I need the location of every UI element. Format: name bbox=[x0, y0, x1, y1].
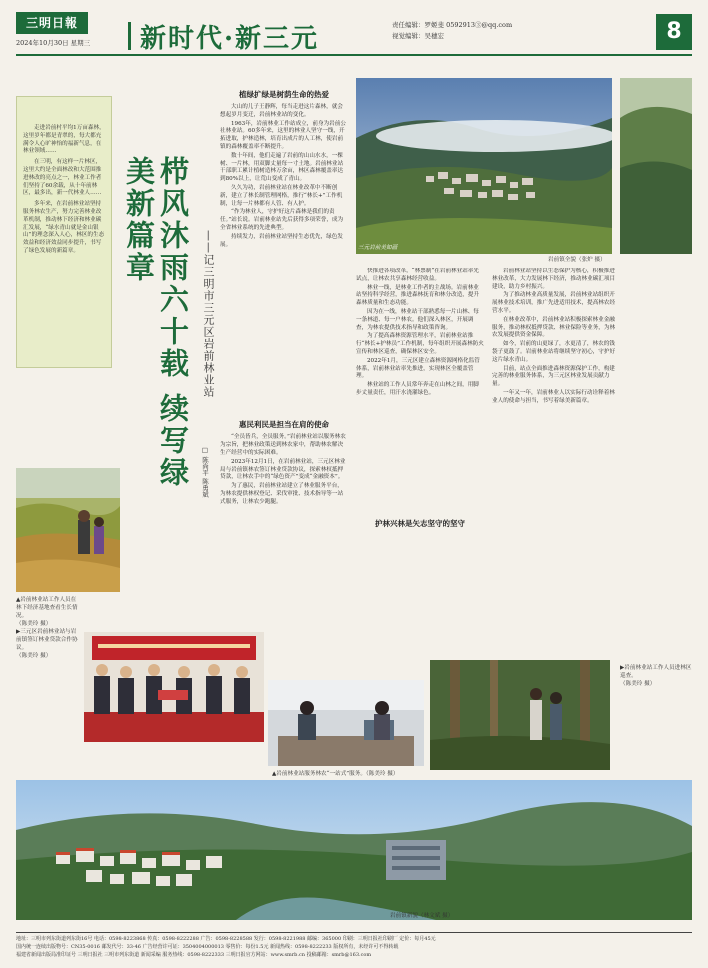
photo-forest-patrol bbox=[430, 660, 610, 770]
section-divider bbox=[128, 22, 131, 50]
paragraph: 为了惠民，岩前林业站建立了林业服务平台，为林农提供林权登记、采伐审批、技术指导等一站式服务，让林农少跑腿。 bbox=[220, 483, 344, 505]
section-title: 新时代·新三元 bbox=[140, 24, 320, 54]
paragraph: 为了提高森林资源管理水平，岩前林业站推行“林长+护林员”工作机制，每年组织开展森林防火宣传和林区巡查，确保林区安全。 bbox=[356, 333, 484, 355]
headline-subtitle: ——记三明市三元区岩前林业站 bbox=[202, 230, 215, 398]
caption-aerial: 岩前镇全貌（张炉 摄） bbox=[548, 257, 606, 263]
paragraph: 1963年，岩前林业工作站成立，前身为岩前公社林业站。60多年来，这里的林业人坚守一线，开拓进取，护林造林，培育出成片的人工林，使岩前镇的森林覆盖率不断提升。 bbox=[220, 120, 346, 150]
paragraph: 目前，站点全面推进森林资源保护工作，构建完善的林业服务体系，为三元区林业发展贡献力量。 bbox=[492, 365, 615, 388]
dateline: 2024年10月30日 星期三 bbox=[16, 39, 91, 47]
photo-village-panorama bbox=[16, 780, 692, 920]
paragraph: 为了推动林业高质量发展，岩前林业站组织开展林业技术培训，推广先进适用技术，提高林农经营水平。 bbox=[492, 292, 616, 314]
paragraph: 一年又一年，岩前林业人以实际行动诠释着林业人的使命与担当，书写着绿美新篇章。 bbox=[492, 389, 615, 404]
editor-line: 责任编辑：罗姬斐 0592913③@qq.com bbox=[392, 21, 513, 29]
paragraph: 久久为功，岩前林业站在林业改革中不断创新，建立了林长制管理网格，推行“林长+”工作机制，让每一片林都有人管、有人护。 bbox=[220, 184, 343, 207]
lead-box bbox=[16, 96, 112, 368]
photo-signing-ceremony bbox=[84, 632, 264, 742]
paragraph: 林业一线，是林业工作者的主战场。岩前林业站坚持科学经营，推进森林抚育和林分改造，提升森林质量和生态功能。 bbox=[356, 284, 480, 307]
section-heading-2: 惠民利民是担当在肩的使命 bbox=[239, 420, 329, 430]
photo-landscape-strip bbox=[620, 78, 692, 254]
paragraph: 2022年1月，三元区建立森林资源网格化监管体系，岩前林业站率先推进，实现林区全覆盖管理。 bbox=[356, 357, 480, 380]
lead-paragraph: 走进岩前村平均1万亩森林，这里岁年都是青翠的，每大都充满令人心旷神怡的福新气息，在林业领域…… bbox=[23, 125, 105, 155]
lead-paragraph: 在三明，有这样一片林区，这里大约是全面林改和大范围推进林改的亮点之一，林业工作者们坚持了60余载，从十年前林区，最多出，新一代林业人…… bbox=[23, 159, 102, 197]
photo-office-service bbox=[268, 680, 424, 766]
section-heading-1: 植绿扩绿是树荫生命的热爱 bbox=[239, 90, 329, 99]
paragraph: 林业站的工作人员常年奔走在山林之间，用脚步丈量责任，用汗水浇灌绿色。 bbox=[356, 382, 479, 396]
masthead bbox=[16, 12, 692, 56]
paragraph: 在林业改革中，岩前林业站积极探索林业金融服务，推动林权抵押贷款、林业保险等业务，为林农发展提供资金保障。 bbox=[492, 316, 616, 339]
caption-office: ▲岩前林业站服务林农“一站式”服务。（陈美玲 摄） bbox=[272, 771, 399, 777]
paragraph: 因为在一线，林业站干部熟悉每一片山林、每一条林道、每一户林农。他们深入林区，开展调查，为林农提供技术指导和政策咨询。 bbox=[356, 308, 479, 331]
footer bbox=[16, 932, 692, 959]
caption-forest-patrol: ▶岩前林业站工作人员进林区巡查。 （陈美玲 摄） bbox=[620, 665, 692, 687]
paragraph: 2023年12月1日，在岩前林业站，三元区林业局与岩前镇林农签订林业贷款协议，探索林权抵押贷款，让林农手中的“绿色资产”变成“金融资本”。 bbox=[220, 458, 346, 481]
paragraph: “作为林业人，守护好这片森林是我们的责任。”站长说。岩前林业站先后获得多项荣誉，成为全省林业系统的先进典型。 bbox=[220, 209, 344, 231]
caption-village: 岩前镇新貌（林文斌 摄） bbox=[390, 913, 454, 919]
editors-info bbox=[392, 20, 512, 42]
paragraph: 如今，岩前的山更绿了，水更清了，林农的钱袋子更鼓了。岩前林业站将继续坚守初心，守护好这片绿水青山。 bbox=[492, 341, 616, 363]
newspaper-logo: 三明日報 bbox=[16, 12, 88, 34]
article-column-1 bbox=[220, 84, 348, 624]
caption-left-photos: ▲岩前林业站工作人员在林下经济基地查看生长情况。 （陈美玲 摄） ▶三元区岩前林业站与岩前镇签订林业贷款合作协议。 （陈美玲 摄） bbox=[16, 597, 78, 659]
paragraph: 岩前林业站坚持以生态保护为核心，积极推进林业改革，大力发展林下经济，推动林业碳汇项目建设，助力乡村振兴。 bbox=[492, 268, 616, 290]
paragraph: 数十年间，他们走遍了岩前的山山水水，一棵树、一片林，用双脚丈量每一寸土地。岩前林业站干部职工累计植树造林万余亩，林区森林覆盖率达到80%以上，让荒山变成了青山。 bbox=[220, 152, 344, 183]
lead-paragraph: 多年来，在岩前林业站坚持服务林农生产，努力完善林业改革机制，推动林下经济和林业碳汇发展，“绿水青山就是金山银山”的理念深入人心，林区的生态效益和经济效益同步提升，书写了绿色发展的新篇章。 bbox=[23, 201, 105, 254]
headline: 栉风沐雨六十载 续写绿美新篇章 bbox=[122, 156, 190, 490]
footer-line: 国内统一连续出版物号：CN35-0016 邮发代号：33-46 广告经营许可证：3504004000013 零售价：每份1.5元 新闻热线：0598-8222233 版权所有，未经许可不得转载 bbox=[16, 944, 399, 950]
section-heading-3: 护林兴林是矢志坚守的坚守 bbox=[375, 518, 465, 528]
caption-aerial-label: 三元岩前美如画 bbox=[358, 245, 398, 251]
paragraph: 持续发力，岩前林业站坚持生态优先，绿色发展。 bbox=[220, 233, 343, 248]
photo-farm-field bbox=[16, 468, 120, 592]
page-number: 8 bbox=[656, 14, 692, 50]
footer-line: 地址：三明市列东街道列东街16号 电话：0598-8223868 传真：0598-8222288 广告：0598-8228588 发行：0598-8221988 邮编：365000 印刷：三明日报社印刷厂 定价：每月45元 bbox=[16, 936, 436, 942]
paragraph: 快推进各项改革，“林票制”在岩前林业站率先试点，让林农共享森林经营收益。 bbox=[356, 268, 480, 282]
photo-aerial-town bbox=[356, 78, 612, 254]
article-column-4 bbox=[492, 268, 620, 660]
paragraph: 大山的儿子王静辉，每当走进这片森林，就会想起岁月变迁，岩前林业站的变化。 bbox=[220, 104, 343, 118]
article-column-3 bbox=[356, 268, 484, 664]
paragraph: “全员皆兵，全员服务。”岩前林业站以服务林农为宗旨，把林业政策送到林农家中，帮助林农解决生产经营中的实际困难。 bbox=[220, 434, 346, 456]
visual-editor-line: 视觉编辑：吴穗宏 bbox=[392, 32, 444, 40]
footer-line: 福建省新闻出版局准印证号 三明日报社 三明市列东街道 新闻采编 服务热线：0598-8222333 三明日报官方网站：www.smrb.cn 投稿邮箱：smrb@163.com bbox=[16, 952, 372, 958]
byline: □ 陈尚平 陈勇斌 bbox=[201, 446, 209, 498]
